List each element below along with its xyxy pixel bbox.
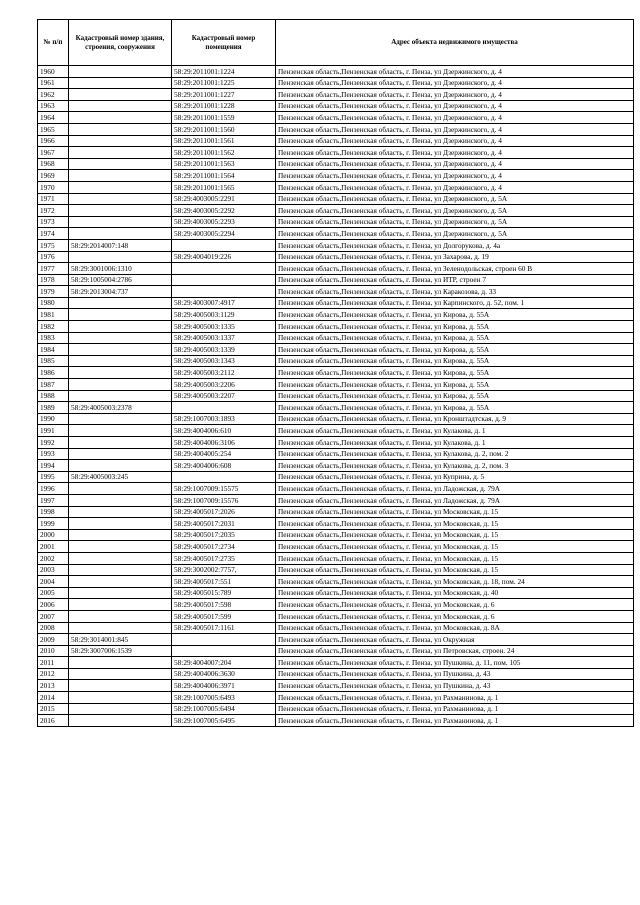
cell-building-cadastral: 58:29:3007006:1539: [69, 645, 172, 657]
cell-building-cadastral: [69, 205, 172, 217]
table-row: [38, 216, 634, 228]
cell-number: 1960: [38, 66, 69, 78]
table-row: [38, 181, 634, 193]
cell-building-cadastral: [69, 193, 172, 205]
cell-address: Пензенская область,Пензенская область, г. Пенза, ул Дзержинского, д. 4: [276, 66, 634, 78]
cell-room-cadastral: 58:29:4005017:2035: [172, 529, 276, 541]
cell-building-cadastral: [69, 89, 172, 101]
cell-address: Пензенская область,Пензенская область, г. Пенза, ул Пушкина, д. 43: [276, 680, 634, 692]
cell-number: 2005: [38, 587, 69, 599]
cell-number: 1988: [38, 390, 69, 402]
cell-building-cadastral: 58:29:2014007:148: [69, 239, 172, 251]
cell-number: 1963: [38, 100, 69, 112]
cell-room-cadastral: 58:29:4003007:4917: [172, 297, 276, 309]
cell-address: Пензенская область,Пензенская область, г. Пенза, ул Московская, д. 18, пом. 24: [276, 576, 634, 588]
cell-address: Пензенская область,Пензенская область, г. Пенза, ул Долгорукова, д. 4а: [276, 239, 634, 251]
cell-number: 2010: [38, 645, 69, 657]
cell-building-cadastral: [69, 367, 172, 379]
cell-building-cadastral: 58:29:2013004:737: [69, 286, 172, 298]
cell-address: Пензенская область,Пензенская область, г. Пенза, ул Московская, д. 8А: [276, 622, 634, 634]
cell-address: Пензенская область,Пензенская область, г. Пенза, ул Дзержинского, д. 4: [276, 112, 634, 124]
cell-address: Пензенская область,Пензенская область, г. Пенза, ул Дзержинского, д. 4: [276, 123, 634, 135]
cell-building-cadastral: [69, 599, 172, 611]
cell-building-cadastral: [69, 703, 172, 715]
cell-number: 1965: [38, 123, 69, 135]
cell-building-cadastral: [69, 587, 172, 599]
cell-building-cadastral: [69, 541, 172, 553]
cell-address: Пензенская область,Пензенская область, г. Пенза, ул Московская, д. 6: [276, 610, 634, 622]
cell-room-cadastral: [172, 263, 276, 275]
cell-building-cadastral: [69, 413, 172, 425]
cell-building-cadastral: [69, 112, 172, 124]
table-body: [38, 66, 634, 727]
table-row: [38, 355, 634, 367]
cell-building-cadastral: [69, 297, 172, 309]
cell-room-cadastral: 58:29:4004007:204: [172, 657, 276, 669]
cell-number: 2013: [38, 680, 69, 692]
table-row: [38, 112, 634, 124]
cell-building-cadastral: [69, 123, 172, 135]
header-building-cadastral: Кадастровый номер здания, строения, сооружения: [69, 20, 172, 66]
cell-building-cadastral: [69, 100, 172, 112]
table-row: [38, 205, 634, 217]
cell-number: 1981: [38, 309, 69, 321]
cell-address: Пензенская область,Пензенская область, г. Пенза, ул Московская, д. 15: [276, 564, 634, 576]
cell-address: Пензенская область,Пензенская область, г. Пенза, ул Ладожская, д. 79А: [276, 494, 634, 506]
cell-address: Пензенская область,Пензенская область, г. Пенза, ул Дзержинского, д. 4: [276, 170, 634, 182]
cell-room-cadastral: [172, 274, 276, 286]
cell-address: Пензенская область,Пензенская область, г. Пенза, ул Пушкина, д. 43: [276, 668, 634, 680]
cell-number: 2001: [38, 541, 69, 553]
cell-building-cadastral: [69, 610, 172, 622]
cell-address: Пензенская область,Пензенская область, г. Пенза, ул Дзержинского, д. 4: [276, 147, 634, 159]
cell-number: 2002: [38, 552, 69, 564]
table-row: [38, 518, 634, 530]
cell-number: 1973: [38, 216, 69, 228]
property-register-table: [37, 19, 634, 727]
cell-building-cadastral: [69, 437, 172, 449]
cell-room-cadastral: 58:29:4005015:789: [172, 587, 276, 599]
cell-number: 1970: [38, 181, 69, 193]
cell-building-cadastral: [69, 216, 172, 228]
cell-number: 2008: [38, 622, 69, 634]
cell-number: 1977: [38, 263, 69, 275]
cell-number: 1961: [38, 77, 69, 89]
cell-room-cadastral: 58:29:4005017:2735: [172, 552, 276, 564]
cell-number: 1967: [38, 147, 69, 159]
cell-building-cadastral: [69, 622, 172, 634]
cell-building-cadastral: 58:29:3001006:1310: [69, 263, 172, 275]
header-address: Адрес объекта недвижимого имущества: [276, 20, 634, 66]
cell-address: Пензенская область,Пензенская область, г. Пенза, ул Дзержинского, д. 5А: [276, 205, 634, 217]
cell-number: 2006: [38, 599, 69, 611]
cell-number: 1997: [38, 494, 69, 506]
cell-building-cadastral: [69, 135, 172, 147]
table-row: [38, 193, 634, 205]
cell-room-cadastral: 58:29:2011001:1564: [172, 170, 276, 182]
cell-number: 2004: [38, 576, 69, 588]
cell-number: 2011: [38, 657, 69, 669]
cell-room-cadastral: 58:29:4005003:2206: [172, 379, 276, 391]
table-row: [38, 123, 634, 135]
cell-address: Пензенская область,Пензенская область, г. Пенза, ул Дзержинского, д. 4: [276, 100, 634, 112]
table-row: [38, 332, 634, 344]
cell-room-cadastral: 58:29:4005017:2734: [172, 541, 276, 553]
cell-number: 1987: [38, 379, 69, 391]
table-row: [38, 657, 634, 669]
cell-room-cadastral: 58:29:1007009:15576: [172, 494, 276, 506]
table-row: [38, 599, 634, 611]
table-row: [38, 668, 634, 680]
cell-building-cadastral: 58:29:4005003:2378: [69, 402, 172, 414]
cell-address: Пензенская область,Пензенская область, г. Пенза, ул Кронштадтская, д. 9: [276, 413, 634, 425]
cell-room-cadastral: 58:29:3002002:7757,: [172, 564, 276, 576]
cell-number: 1986: [38, 367, 69, 379]
table-row: [38, 541, 634, 553]
cell-number: 1969: [38, 170, 69, 182]
cell-room-cadastral: [172, 634, 276, 646]
table-row: [38, 622, 634, 634]
cell-number: 1996: [38, 483, 69, 495]
cell-room-cadastral: 58:29:4005017:551: [172, 576, 276, 588]
cell-number: 1999: [38, 518, 69, 530]
cell-room-cadastral: 58:29:4005003:1129: [172, 309, 276, 321]
table-row: [38, 379, 634, 391]
cell-room-cadastral: 58:29:2011001:1560: [172, 123, 276, 135]
cell-building-cadastral: [69, 251, 172, 263]
cell-room-cadastral: 58:29:1007005:6493: [172, 692, 276, 704]
table-row: [38, 460, 634, 472]
cell-address: Пензенская область,Пензенская область, г. Пенза, ул Карпинского, д. 52, пом. 1: [276, 297, 634, 309]
cell-room-cadastral: 58:29:2011001:1227: [172, 89, 276, 101]
cell-address: Пензенская область,Пензенская область, г. Пенза, ул Кирова, д. 55А: [276, 379, 634, 391]
cell-address: Пензенская область,Пензенская область, г. Пенза, ул Петровская, строен. 24: [276, 645, 634, 657]
cell-address: Пензенская область,Пензенская область, г. Пенза, ул Кирова, д. 55А: [276, 367, 634, 379]
table-row: [38, 158, 634, 170]
cell-address: Пензенская область,Пензенская область, г. Пенза, ул Дзержинского, д. 5А: [276, 216, 634, 228]
table-row: [38, 66, 634, 78]
cell-building-cadastral: [69, 66, 172, 78]
table-row: [38, 390, 634, 402]
cell-number: 1990: [38, 413, 69, 425]
table-row: [38, 506, 634, 518]
cell-building-cadastral: [69, 483, 172, 495]
cell-number: 2009: [38, 634, 69, 646]
cell-number: 1982: [38, 321, 69, 333]
cell-building-cadastral: [69, 379, 172, 391]
cell-number: 2000: [38, 529, 69, 541]
cell-room-cadastral: 58:29:1007005:6494: [172, 703, 276, 715]
cell-number: 1985: [38, 355, 69, 367]
cell-room-cadastral: 58:29:4005003:1337: [172, 332, 276, 344]
table-row: [38, 471, 634, 483]
cell-address: Пензенская область,Пензенская область, г. Пенза, ул Кирова, д. 55А: [276, 309, 634, 321]
table-row: [38, 100, 634, 112]
table-row: [38, 297, 634, 309]
cell-address: Пензенская область,Пензенская область, г. Пенза, ул Кулакова, д. 2, пом. 2: [276, 448, 634, 460]
cell-address: Пензенская область,Пензенская область, г. Пенза, ул Рахманинова, д. 1: [276, 715, 634, 727]
cell-number: 2007: [38, 610, 69, 622]
cell-building-cadastral: [69, 460, 172, 472]
cell-address: Пензенская область,Пензенская область, г. Пенза, ул Дзержинского, д. 5А: [276, 193, 634, 205]
cell-room-cadastral: 58:29:4005003:2112: [172, 367, 276, 379]
table-row: [38, 170, 634, 182]
cell-room-cadastral: 58:29:4003005:2294: [172, 228, 276, 240]
cell-number: 1984: [38, 344, 69, 356]
cell-room-cadastral: [172, 471, 276, 483]
header-number: № п/п: [38, 20, 69, 66]
cell-room-cadastral: 58:29:4005003:2207: [172, 390, 276, 402]
cell-room-cadastral: 58:29:4004006:3630: [172, 668, 276, 680]
cell-address: Пензенская область,Пензенская область, г. Пенза, ул Московская, д. 6: [276, 599, 634, 611]
table-row: [38, 286, 634, 298]
cell-address: Пензенская область,Пензенская область, г. Пенза, ул Московская, д. 15: [276, 518, 634, 530]
cell-building-cadastral: [69, 494, 172, 506]
cell-address: Пензенская область,Пензенская область, г. Пенза, ул Рахманинова, д. 1: [276, 692, 634, 704]
cell-room-cadastral: 58:29:4003005:2291: [172, 193, 276, 205]
cell-room-cadastral: [172, 645, 276, 657]
cell-address: Пензенская область,Пензенская область, г. Пенза, ул Московская, д. 15: [276, 541, 634, 553]
cell-address: Пензенская область,Пензенская область, г. Пенза, ул Кирова, д. 55А: [276, 390, 634, 402]
table-row: [38, 634, 634, 646]
cell-number: 1972: [38, 205, 69, 217]
cell-building-cadastral: [69, 147, 172, 159]
table-row: [38, 564, 634, 576]
cell-address: Пензенская область,Пензенская область, г. Пенза, ул Ладожская, д. 79А: [276, 483, 634, 495]
cell-building-cadastral: [69, 170, 172, 182]
cell-address: Пензенская область,Пензенская область, г. Пенза, ул Зеленодольская, строен 60 В: [276, 263, 634, 275]
cell-address: Пензенская область,Пензенская область, г. Пенза, ул Захарова, д. 19: [276, 251, 634, 263]
cell-number: 1991: [38, 425, 69, 437]
table-row: [38, 402, 634, 414]
cell-address: Пензенская область,Пензенская область, г. Пенза, ул Каракозова, д. 33: [276, 286, 634, 298]
cell-room-cadastral: 58:29:4005003:1343: [172, 355, 276, 367]
cell-building-cadastral: [69, 321, 172, 333]
table-row: [38, 703, 634, 715]
cell-address: Пензенская область,Пензенская область, г. Пенза, ул Кулакова, д. 1: [276, 437, 634, 449]
cell-address: Пензенская область,Пензенская область, г. Пенза, ул Дзержинского, д. 4: [276, 181, 634, 193]
cell-building-cadastral: [69, 355, 172, 367]
cell-room-cadastral: 58:29:2011001:1561: [172, 135, 276, 147]
table-row: [38, 228, 634, 240]
cell-building-cadastral: [69, 692, 172, 704]
table-header-row: [38, 20, 634, 66]
cell-building-cadastral: [69, 657, 172, 669]
cell-number: 2012: [38, 668, 69, 680]
table-row: [38, 483, 634, 495]
table-row: [38, 552, 634, 564]
cell-room-cadastral: 58:29:1007005:6495: [172, 715, 276, 727]
cell-room-cadastral: 58:29:4005017:598: [172, 599, 276, 611]
cell-address: Пензенская область,Пензенская область, г. Пенза, ул Кирова, д. 55А: [276, 332, 634, 344]
cell-room-cadastral: 58:29:4005017:2026: [172, 506, 276, 518]
cell-room-cadastral: [172, 402, 276, 414]
cell-address: Пензенская область,Пензенская область, г. Пенза, ул Кулакова, д. 2, пом. 3: [276, 460, 634, 472]
cell-address: Пензенская область,Пензенская область, г. Пенза, ул ИТР, строен 7: [276, 274, 634, 286]
cell-building-cadastral: [69, 158, 172, 170]
cell-room-cadastral: 58:29:2011001:1225: [172, 77, 276, 89]
cell-room-cadastral: 58:29:1007003:1893: [172, 413, 276, 425]
table-row: [38, 147, 634, 159]
cell-address: Пензенская область,Пензенская область, г. Пенза, ул Московская, д. 40: [276, 587, 634, 599]
cell-number: 1989: [38, 402, 69, 414]
cell-address: Пензенская область,Пензенская область, г. Пенза, ул Кирова, д. 55А: [276, 402, 634, 414]
cell-number: 1979: [38, 286, 69, 298]
cell-building-cadastral: [69, 228, 172, 240]
cell-address: Пензенская область,Пензенская область, г. Пенза, ул Рахманинова, д. 1: [276, 703, 634, 715]
table-row: [38, 529, 634, 541]
table-row: [38, 680, 634, 692]
cell-number: 2014: [38, 692, 69, 704]
cell-room-cadastral: 58:29:2011001:1563: [172, 158, 276, 170]
cell-number: 2015: [38, 703, 69, 715]
table-row: [38, 425, 634, 437]
table-row: [38, 77, 634, 89]
cell-room-cadastral: 58:29:2011001:1565: [172, 181, 276, 193]
header-room-cadastral: Кадастровый номер помещения: [172, 20, 276, 66]
cell-building-cadastral: [69, 552, 172, 564]
table-row: [38, 309, 634, 321]
cell-building-cadastral: [69, 181, 172, 193]
cell-room-cadastral: 58:29:4005003:1339: [172, 344, 276, 356]
cell-number: 1964: [38, 112, 69, 124]
cell-room-cadastral: 58:29:4005017:599: [172, 610, 276, 622]
cell-building-cadastral: 58:29:3014001:845: [69, 634, 172, 646]
cell-room-cadastral: 58:29:2011001:1562: [172, 147, 276, 159]
cell-number: 1975: [38, 239, 69, 251]
table-row: [38, 645, 634, 657]
cell-address: Пензенская область,Пензенская область, г. Пенза, ул Кулакова, д. 1: [276, 425, 634, 437]
cell-number: 1980: [38, 297, 69, 309]
cell-building-cadastral: [69, 518, 172, 530]
table-row: [38, 448, 634, 460]
cell-room-cadastral: 58:29:4003005:2293: [172, 216, 276, 228]
cell-number: 1962: [38, 89, 69, 101]
cell-building-cadastral: [69, 506, 172, 518]
table-row: [38, 413, 634, 425]
cell-number: 2016: [38, 715, 69, 727]
cell-address: Пензенская область,Пензенская область, г. Пенза, ул Московская, д. 15: [276, 529, 634, 541]
cell-building-cadastral: [69, 332, 172, 344]
cell-number: 1998: [38, 506, 69, 518]
cell-room-cadastral: [172, 239, 276, 251]
table-row: [38, 437, 634, 449]
table-row: [38, 715, 634, 727]
cell-room-cadastral: 58:29:4004006:3971: [172, 680, 276, 692]
cell-number: 1966: [38, 135, 69, 147]
cell-building-cadastral: [69, 309, 172, 321]
cell-room-cadastral: 58:29:4004006:608: [172, 460, 276, 472]
cell-address: Пензенская область,Пензенская область, г. Пенза, ул Кирова, д. 55А: [276, 321, 634, 333]
cell-room-cadastral: 58:29:4004019:226: [172, 251, 276, 263]
cell-building-cadastral: [69, 564, 172, 576]
cell-building-cadastral: [69, 680, 172, 692]
table-row: [38, 274, 634, 286]
cell-address: Пензенская область,Пензенская область, г. Пенза, ул Окружная: [276, 634, 634, 646]
cell-number: 1976: [38, 251, 69, 263]
table-row: [38, 344, 634, 356]
table-row: [38, 135, 634, 147]
cell-address: Пензенская область,Пензенская область, г. Пенза, ул Дзержинского, д. 4: [276, 158, 634, 170]
cell-room-cadastral: [172, 286, 276, 298]
cell-number: 1994: [38, 460, 69, 472]
cell-number: 2003: [38, 564, 69, 576]
table-row: [38, 494, 634, 506]
cell-room-cadastral: 58:29:4004005:254: [172, 448, 276, 460]
cell-number: 1968: [38, 158, 69, 170]
table-row: [38, 587, 634, 599]
cell-number: 1974: [38, 228, 69, 240]
cell-building-cadastral: [69, 390, 172, 402]
cell-building-cadastral: [69, 344, 172, 356]
cell-number: 1978: [38, 274, 69, 286]
table-row: [38, 692, 634, 704]
cell-address: Пензенская область,Пензенская область, г. Пенза, ул Дзержинского, д. 4: [276, 89, 634, 101]
table-row: [38, 89, 634, 101]
cell-building-cadastral: [69, 77, 172, 89]
cell-room-cadastral: 58:29:2011001:1228: [172, 100, 276, 112]
cell-address: Пензенская область,Пензенская область, г. Пенза, ул Пушкина, д. 11, пом. 105: [276, 657, 634, 669]
cell-room-cadastral: 58:29:4004006:3106: [172, 437, 276, 449]
table-row: [38, 239, 634, 251]
table-row: [38, 321, 634, 333]
cell-address: Пензенская область,Пензенская область, г. Пенза, ул Дзержинского, д. 4: [276, 135, 634, 147]
cell-number: 1971: [38, 193, 69, 205]
cell-address: Пензенская область,Пензенская область, г. Пенза, ул Московская, д. 15: [276, 552, 634, 564]
cell-address: Пензенская область,Пензенская область, г. Пенза, ул Московская, д. 15: [276, 506, 634, 518]
cell-room-cadastral: 58:29:4004006:610: [172, 425, 276, 437]
cell-room-cadastral: 58:29:4005017:2031: [172, 518, 276, 530]
table-row: [38, 576, 634, 588]
cell-building-cadastral: 58:29:1005004:2786: [69, 274, 172, 286]
cell-number: 1995: [38, 471, 69, 483]
cell-address: Пензенская область,Пензенская область, г. Пенза, ул Дзержинского, д. 5А: [276, 228, 634, 240]
cell-building-cadastral: [69, 668, 172, 680]
cell-building-cadastral: [69, 715, 172, 727]
cell-room-cadastral: 58:29:4005003:1335: [172, 321, 276, 333]
cell-number: 1993: [38, 448, 69, 460]
table-row: [38, 263, 634, 275]
cell-room-cadastral: 58:29:1007009:15575: [172, 483, 276, 495]
cell-number: 1992: [38, 437, 69, 449]
cell-building-cadastral: [69, 425, 172, 437]
cell-address: Пензенская область,Пензенская область, г. Пенза, ул Дзержинского, д. 4: [276, 77, 634, 89]
cell-number: 1983: [38, 332, 69, 344]
cell-room-cadastral: 58:29:2011001:1224: [172, 66, 276, 78]
cell-building-cadastral: [69, 529, 172, 541]
cell-building-cadastral: [69, 448, 172, 460]
table-row: [38, 251, 634, 263]
table-row: [38, 367, 634, 379]
cell-room-cadastral: 58:29:2011001:1559: [172, 112, 276, 124]
cell-building-cadastral: 58:29:4005003:245: [69, 471, 172, 483]
cell-room-cadastral: 58:29:4005017:1161: [172, 622, 276, 634]
table-row: [38, 610, 634, 622]
cell-address: Пензенская область,Пензенская область, г. Пенза, ул Кирова, д. 55А: [276, 355, 634, 367]
cell-room-cadastral: 58:29:4003005:2292: [172, 205, 276, 217]
cell-address: Пензенская область,Пензенская область, г. Пенза, ул Кирова, д. 55А: [276, 344, 634, 356]
cell-building-cadastral: [69, 576, 172, 588]
cell-address: Пензенская область,Пензенская область, г. Пенза, ул Куприна, д. 5: [276, 471, 634, 483]
